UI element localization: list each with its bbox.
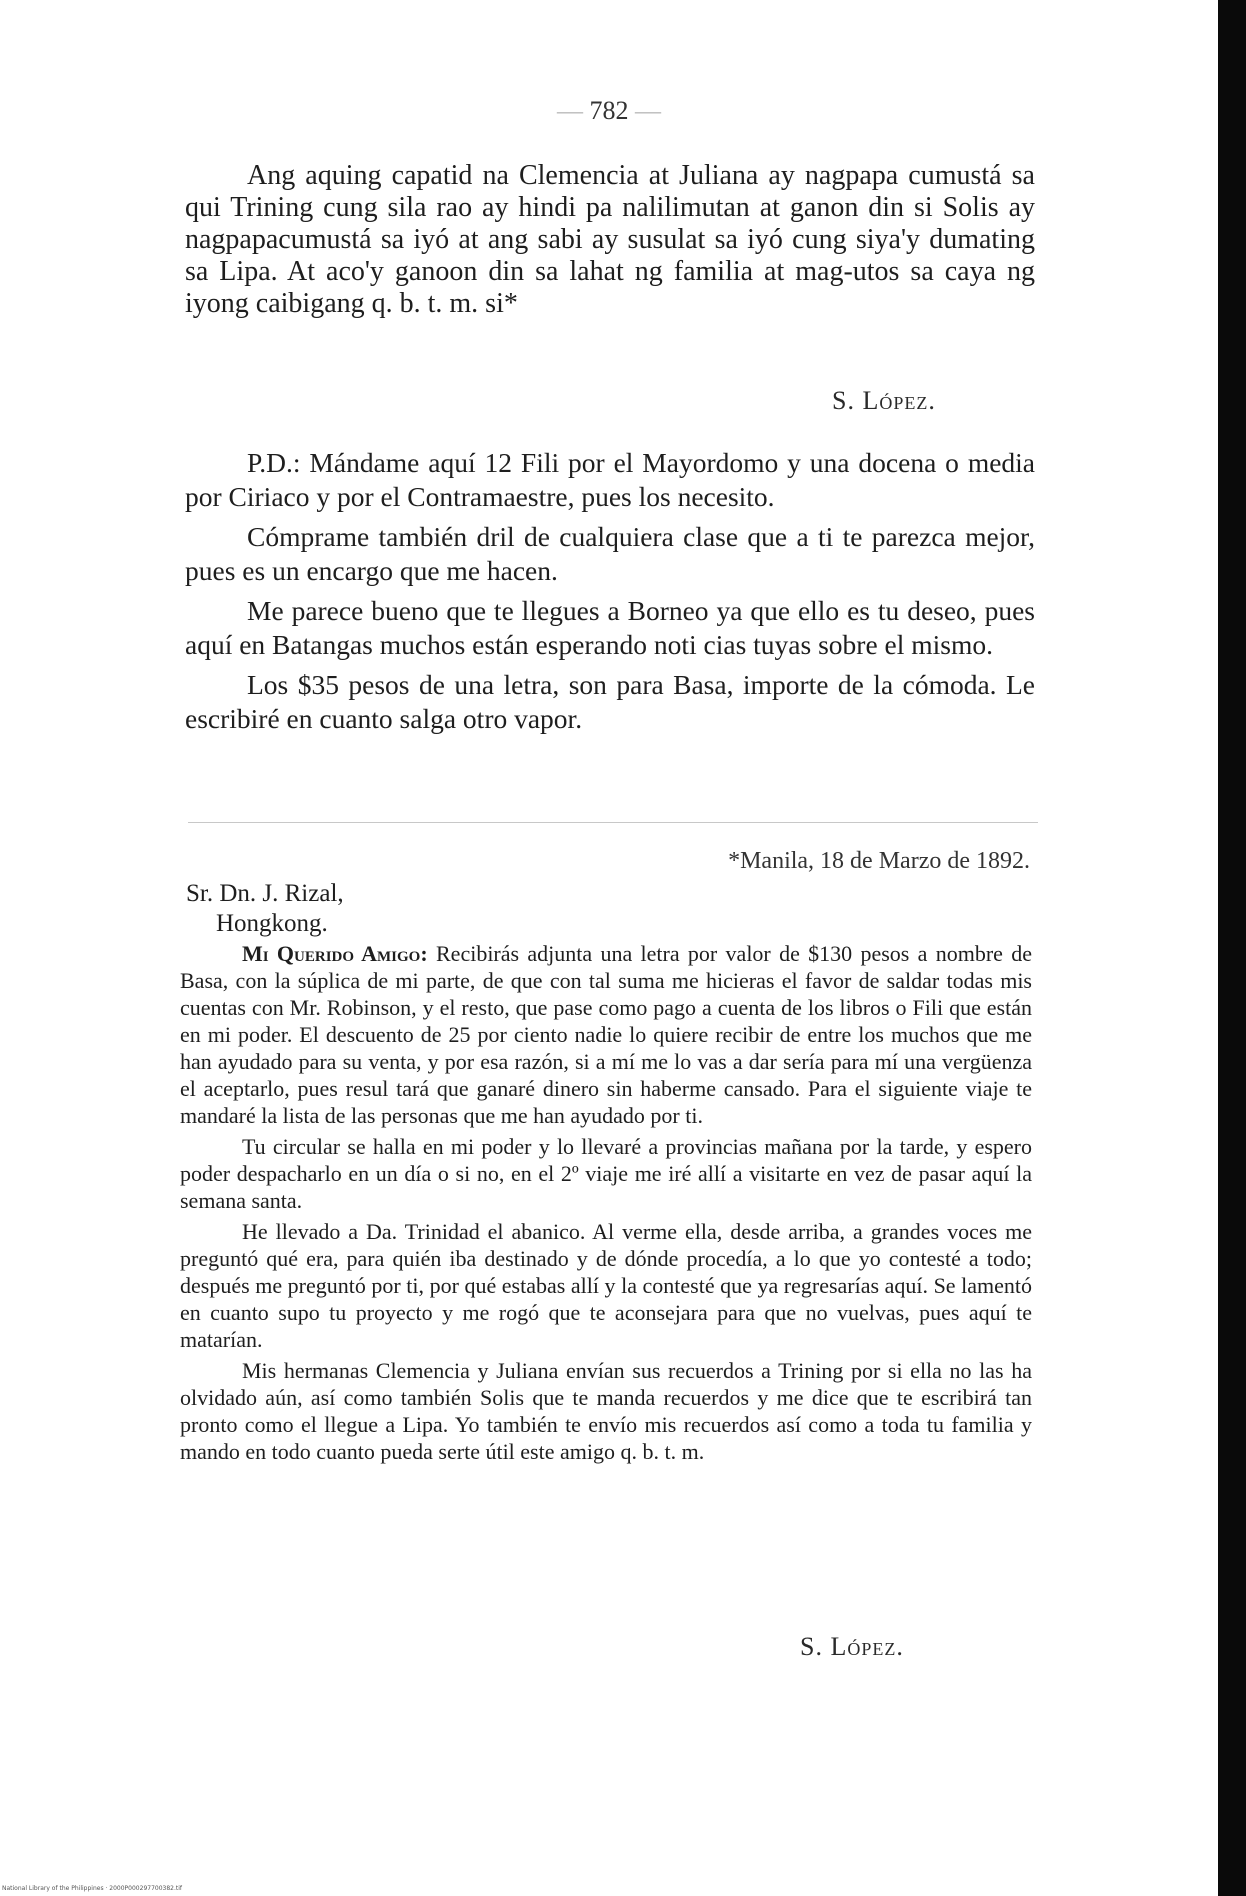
postscript-label: P.D.:	[247, 447, 301, 478]
letter2-signature: S. López.	[800, 1632, 904, 1661]
letter1-paragraph: Ang aquing capatid na Clemencia at Juliana ay nagpapa cumustá sa qui Trining cung sila rao ay hindi pa nalilimutan at ganon din si Solis ay nagpapacumustá sa iyó at ang sabi ay susulat sa iyó cung siya'y dumating sa Lipa. At aco'y ganoon din sa lahat ng familia at mag-utos sa caya ng iyong caibigang q. b. t. m. si*	[185, 160, 1035, 319]
letter1-signature: S. López.	[832, 386, 936, 415]
scan-edge	[1218, 0, 1246, 1896]
page-number: — 782 —	[557, 96, 661, 125]
postscript-paragraph-3: Me parece bueno que te llegues a Borneo ya que ello es tu deseo, pues aquí en Batangas muchos están esperando noti cias tuyas sobre el mismo.	[185, 595, 1035, 660]
letter2-date: *Manila, 18 de Marzo de 1892.	[728, 848, 1030, 874]
salutation: Mi Querido Amigo:	[242, 941, 428, 966]
postscript-paragraph-2: Cómprame también dril de cualquiera clase que a ti te parezca mejor, pues es un encargo que me hacen.	[185, 521, 1035, 586]
section-divider	[188, 822, 1038, 823]
archive-footer: National Library of the Philippines · 2000P000297700382.tif	[2, 1885, 183, 1892]
recipient-name: Sr. Dn. J. Rizal,	[186, 880, 344, 907]
postscript	[185, 446, 1035, 736]
letter1-body	[185, 160, 1035, 320]
letter2-paragraph-1: Mi Querido Amigo: Recibirás adjunta una letra por valor de $130 pesos a nombre de Basa, con la súplica de mi parte, de que con tal suma me hicieras el favor de saldar todas mis cuentas con Mr. Robinson, y el resto, que pase como pago a cuenta de los libros o Fili que están en mi poder. El descuento de 25 por ciento nadie lo quiere recibir de entre los muchos que me han ayudado para su venta, y por esa razón, si a mí me lo vas a dar sería para mí una vergüenza el aceptarlo, pues resul tará que ganaré dinero sin haberme cansado. Para el siguiente viaje te mandaré la lista de las personas que me han ayudado por ti.	[180, 941, 1033, 1128]
letter2-body	[180, 940, 1032, 1465]
letter2-paragraph-3: He llevado a Da. Trinidad el abanico. Al verme ella, desde arriba, a grandes voces me preguntó qué era, para quién iba destinado y de dónde procedía, a lo que yo contesté a todo; después me preguntó por ti, por qué estabas allí y la contesté que ya regresarías aquí. Se lamentó en cuanto supo tu proyecto y me rogó que te aconsejara para que no vuelvas, pues aquí te matarían.	[180, 1219, 1032, 1352]
recipient-location: Hongkong.	[216, 910, 328, 937]
letter2-paragraph-2: Tu circular se halla en mi poder y lo llevaré a provincias mañana por la tarde, y espero poder despacharlo en un día o si no, en el 2º viaje me iré allí a visitarte en vez de pasar aquí la semana santa.	[180, 1134, 1032, 1213]
postscript-paragraph-1: P.D.: Mándame aquí 12 Fili por el Mayordomo y una docena o media por Ciriaco y por el Contramaestre, pues los necesito.	[185, 447, 1036, 512]
letter2-paragraph-4: Mis hermanas Clemencia y Juliana envían sus recuerdos a Trining por si ella no las ha olvidado aún, así como también Solis que te manda recuerdos y me dice que te escribirá tan pronto como el llegue a Lipa. Yo también te envío mis recuerdos así como a toda tu familia y mando en todo cuanto pueda serte útil este amigo q. b. t. m.	[180, 1358, 1032, 1464]
postscript-paragraph-4: Los $35 pesos de una letra, son para Basa, importe de la cómoda. Le escribiré en cuanto salga otro vapor.	[185, 669, 1035, 734]
